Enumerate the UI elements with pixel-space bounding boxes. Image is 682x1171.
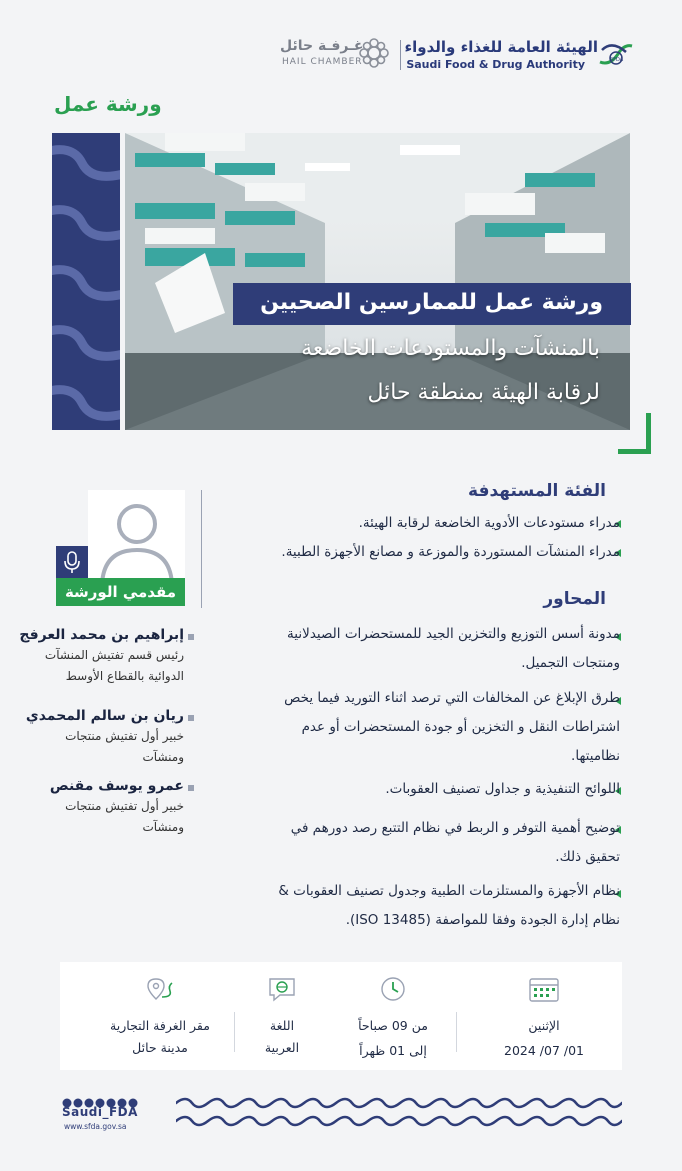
hero-title-line3: لرقابة الهيئة بمنطقة حائل xyxy=(367,380,600,405)
presenter-name: إبراهيم بن محمد العرفج xyxy=(19,627,184,643)
workshop-badge: ورشة عمل xyxy=(54,92,162,116)
calendar-icon xyxy=(528,975,560,1003)
sfda-name-ar: الهيئة العامة للغذاء والدواء xyxy=(404,38,598,56)
social-icons xyxy=(62,1093,138,1103)
info-date xyxy=(476,962,612,1070)
topic-item: طرق الإبلاغ عن المخالفات التي ترصد اثناء التوريد فيما يخص اشتراطات النقل و التخزين أو جودة المستحضرات أو عدم نظاميتها. xyxy=(284,690,620,764)
chat-globe-icon xyxy=(266,975,298,1003)
presenter-name: ريان بن سالم المحمدي xyxy=(25,708,184,724)
topic-item: نظام الأجهزة والمستلزمات الطبية وجدول تصنيف العقوبات & نظام إدارة الجودة وفقا للمواصفة (ISO 13485). xyxy=(278,883,620,928)
location-pin-icon xyxy=(144,975,176,1003)
presenter-bullet xyxy=(188,634,194,640)
info-location xyxy=(70,962,250,1070)
microphone-icon xyxy=(56,546,88,578)
presenters-label: مقدمي الورشة xyxy=(56,578,185,606)
audience-item: مدراء المنشآت المستوردة والموزعة و مصانع الأجهزة الطبية. xyxy=(281,544,620,560)
sfda-emblem-icon xyxy=(596,36,636,72)
audience-title: الفئة المستهدفة xyxy=(468,481,606,501)
time-from: من 09 صباحاً xyxy=(358,1018,428,1033)
header-divider xyxy=(400,40,401,70)
audience-item: مدراء مستودعات الأدوية الخاضعة لرقابة الهيئة. xyxy=(358,515,620,531)
column-divider xyxy=(201,490,202,608)
hail-chamber-name-en: HAIL CHAMBER xyxy=(282,57,363,67)
info-separator xyxy=(456,1012,457,1052)
hero-title-main: ورشة عمل للممارسين الصحيين xyxy=(233,283,631,325)
topic-item: اللوائح التنفيذية و جداول تصنيف العقوبات. xyxy=(385,781,620,797)
presenter-item xyxy=(19,627,184,687)
presenter-bullet xyxy=(188,715,194,721)
footer-pattern xyxy=(176,1093,622,1131)
hail-chamber-name-ar: غـرفـة حائل xyxy=(280,38,364,54)
presenter-bullet xyxy=(188,785,194,791)
corner-accent-horizontal xyxy=(618,449,651,454)
language-value: العربية xyxy=(264,1040,300,1055)
svg-text:SFDA: SFDA xyxy=(610,57,624,63)
location-venue: مقر الغرفة التجارية xyxy=(110,1018,210,1033)
presenter-item xyxy=(24,708,184,768)
topics-title: المحاور xyxy=(543,589,606,609)
date-day: الإثنين xyxy=(528,1018,560,1033)
time-to: إلى 01 ظهراً xyxy=(359,1043,427,1058)
avatar xyxy=(88,490,185,584)
date-value: 2024 /07 /01 xyxy=(504,1043,584,1058)
hero-pattern xyxy=(52,133,120,430)
topic-item: توضيح أهمية التوفر و الربط في نظام التتبع رصد دورهم في تحقيق ذلك. xyxy=(290,820,620,865)
event-info-panel xyxy=(60,962,622,1070)
clock-icon xyxy=(377,975,409,1003)
corner-accent-vertical xyxy=(646,413,651,454)
hero-title-line2: بالمنشآت والمستودعات الخاضعة xyxy=(301,336,600,361)
language-label: اللغة xyxy=(269,1018,295,1033)
social-handle[interactable]: Saudi_FDA xyxy=(62,1105,138,1119)
presenter-item xyxy=(24,778,184,838)
location-city: مدينة حائل xyxy=(132,1040,188,1055)
presenter-role: خبير أول تفتيش منتجات ومنشآت xyxy=(65,799,184,834)
presenter-role: خبير أول تفتيش منتجات ومنشآت xyxy=(65,729,184,764)
presenter-name: عمرو يوسف مقنص xyxy=(49,778,184,794)
sfda-name-en: Saudi Food & Drug Authority xyxy=(406,58,585,71)
website-link[interactable]: www.sfda.gov.sa xyxy=(64,1122,127,1131)
topic-item: مدونة أسس التوزيع والتخزين الجيد للمستحضرات الصيدلانية ومنتجات التجميل. xyxy=(287,626,620,671)
presenter-role: رئيس قسم تفتيش المنشآت الدوائية بالقطاع الأوسط xyxy=(44,648,184,683)
info-time xyxy=(330,962,456,1070)
